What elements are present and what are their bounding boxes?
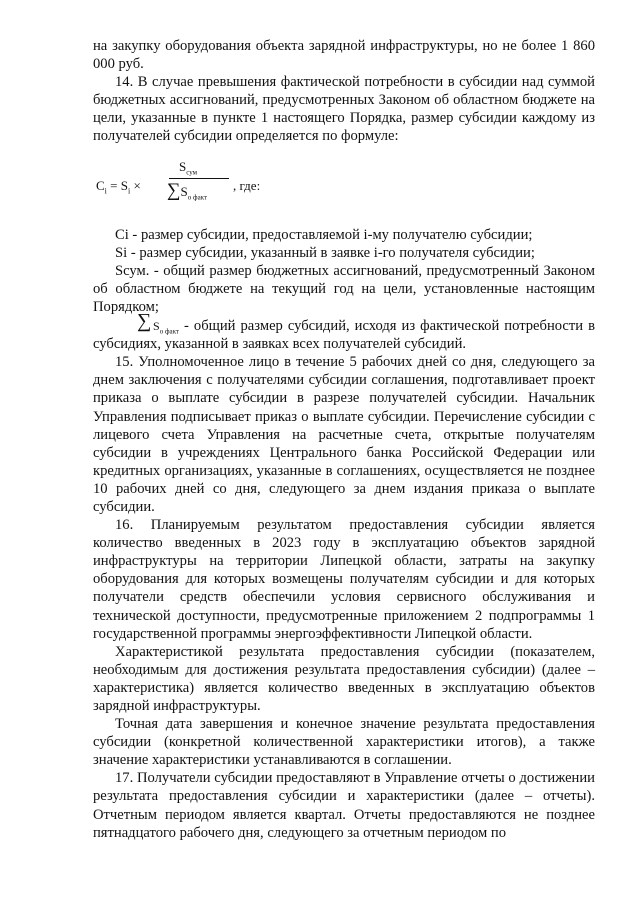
paragraph-17: 17. Получатели субсидии предоставляют в Управление отчеты о достижении результата предоставления субсидии и характеристики (далее – отчеты). Отчетным периодом является квартал. Отчеты предоставляются не позднее пятнадцатого рабочего дня, следующего за отчетным периодом по xyxy=(93,770,595,841)
paragraph-16: 16. Планируемым результатом предоставления субсидии является количество введенных в 2023 году в эксплуатацию объектов зарядной инфраструктуры на территории Липецкой области, затраты на закупку оборудования для которых возмещены получателям субсидии и для которых получатели средств обеспечили условия сервисного обслуживания и технической доступности, предусмотренные приложением 2 подпрограммы 1 государственной программы энергоэффективности Липецкой области. xyxy=(93,517,595,642)
paragraph-14: 14. В случае превышения фактической потребности в субсидии над суммой бюджетных ассигнований, предусмотренных Законом об областном бюджете на цели, указанные в пункте 1 настоящего Порядка, размер субсидии каждому из получателей субсидии определяется по формуле: xyxy=(93,74,595,145)
formula-tail: , где: xyxy=(233,177,261,193)
sum-symbol: ∑ $S_{о факт}$ xyxy=(137,310,179,336)
document-page xyxy=(93,37,595,842)
paragraph-16-characteristic: Характеристикой результата предоставления субсидии (показателем, необходимым для достижения результата предоставления субсидии) (далее – характеристика) является количество введенных в эксплуатацию объектов зарядной инфраструктуры. xyxy=(93,643,595,714)
definition-sfact: ∑ $S_{о факт}$ - общий размер субсидий, исходя из фактической потребности в субсидиях, указанной в заявках всех получателей субсидий. xyxy=(93,310,595,353)
definition-ssum: Sсум. - общий размер бюджетных ассигнований, предусмотренный Законом об областном бюджете на текущий год на цели, установленные настоящим Порядком; xyxy=(93,262,595,315)
formula-denominator: $\sum S_{о факт}$ xyxy=(167,179,208,202)
paragraph-15: 15. Уполномоченное лицо в течение 5 рабочих дней со дня, следующего за днем заключения с получателями субсидии соглашения, подготавливает проект приказа о выплате субсидии в разрезе получателей субсидии. Начальник Управления подписывает приказ о выплате субсидии. Перечисление субсидии с лицевого счета Управления на расчетные счета, открытые получателям субсидии в учреждениях Центрального банка Российской Федерации или кредитных организациях, указанные в соглашениях, осуществляется не позднее 10 рабочих дней со дня, следующего за днем издания приказа о выплате субсидии. xyxy=(93,354,595,515)
paragraph-16-date: Точная дата завершения и конечное значение результата предоставления субсидии (конкретной количественной характеристики итогов), а также значение характеристики устанавливаются в соглашении. xyxy=(93,716,595,769)
formula-lhs: $C_i = S_i$ × xyxy=(96,177,141,196)
paragraph-continuation: на закупку оборудования объекта зарядной инфраструктуры, но не более 1 860 000 руб. xyxy=(93,38,595,73)
definition-si: Si - размер субсидии, указанный в заявке i-го получателя субсидии; xyxy=(115,244,535,261)
definition-ci: Ci - размер субсидии, предоставляемой i-му получателю субсидии; xyxy=(115,226,533,243)
fraction-bar xyxy=(169,178,229,179)
formula-numerator: $S_{сум}$ xyxy=(179,158,198,177)
subsidy-formula xyxy=(93,148,595,220)
